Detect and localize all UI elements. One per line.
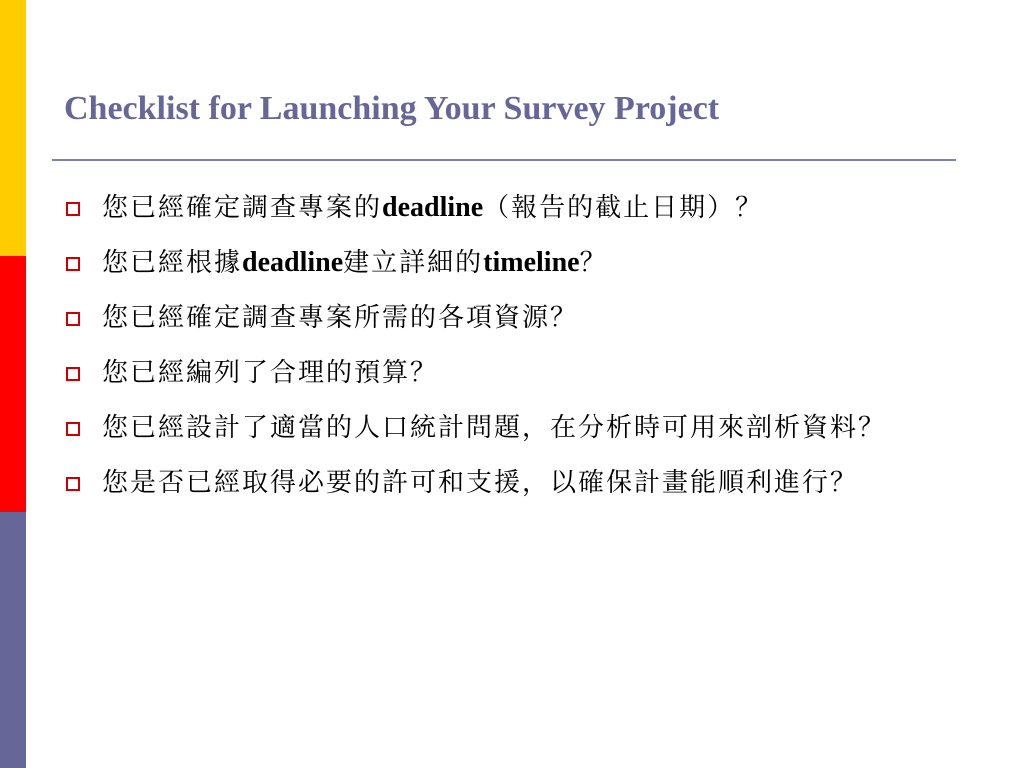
bullet-square-icon — [66, 202, 80, 216]
bullet-item — [62, 186, 962, 230]
bullet-square-icon — [66, 312, 80, 326]
slide-title: Checklist for Launching Your Survey Project — [64, 90, 720, 127]
bullet-square-icon — [66, 422, 80, 436]
side-bar-red — [0, 256, 26, 512]
side-color-bar — [0, 0, 26, 768]
bullet-item — [62, 241, 962, 285]
bullet-item — [62, 351, 962, 395]
bullet-text: （報告的截止日期）？ — [483, 193, 764, 223]
bullet-item — [62, 296, 962, 340]
bullet-text: 您是否已經取得必要的許可和支援，以確保計畫能順利進行？ — [102, 468, 859, 498]
bullet-text: 您已經根據 — [102, 248, 243, 278]
bullet-text: 您已經確定調查專案的 — [102, 193, 383, 223]
bullet-text: ？ — [579, 248, 608, 278]
bullet-text: timeline — [483, 247, 580, 278]
bullet-square-icon — [66, 257, 80, 271]
bullet-item — [62, 406, 962, 450]
bullet-text: 您已經確定調查專案所需的各項資源？ — [102, 303, 579, 333]
bullet-text: 您已經設計了適當的人口統計問題，在分析時可用來剖析資料？ — [102, 413, 887, 443]
bullet-square-icon — [66, 477, 80, 491]
title-divider — [52, 159, 956, 161]
bullet-list — [62, 186, 962, 516]
bullet-item — [62, 461, 962, 505]
bullet-square-icon — [66, 367, 80, 381]
bullet-text: 您已經編列了合理的預算？ — [102, 358, 439, 388]
bullet-text: 建立詳細的 — [343, 248, 484, 278]
side-bar-purple — [0, 512, 26, 768]
side-bar-yellow — [0, 0, 26, 256]
bullet-text: deadline — [382, 192, 484, 223]
bullet-text: deadline — [242, 247, 344, 278]
